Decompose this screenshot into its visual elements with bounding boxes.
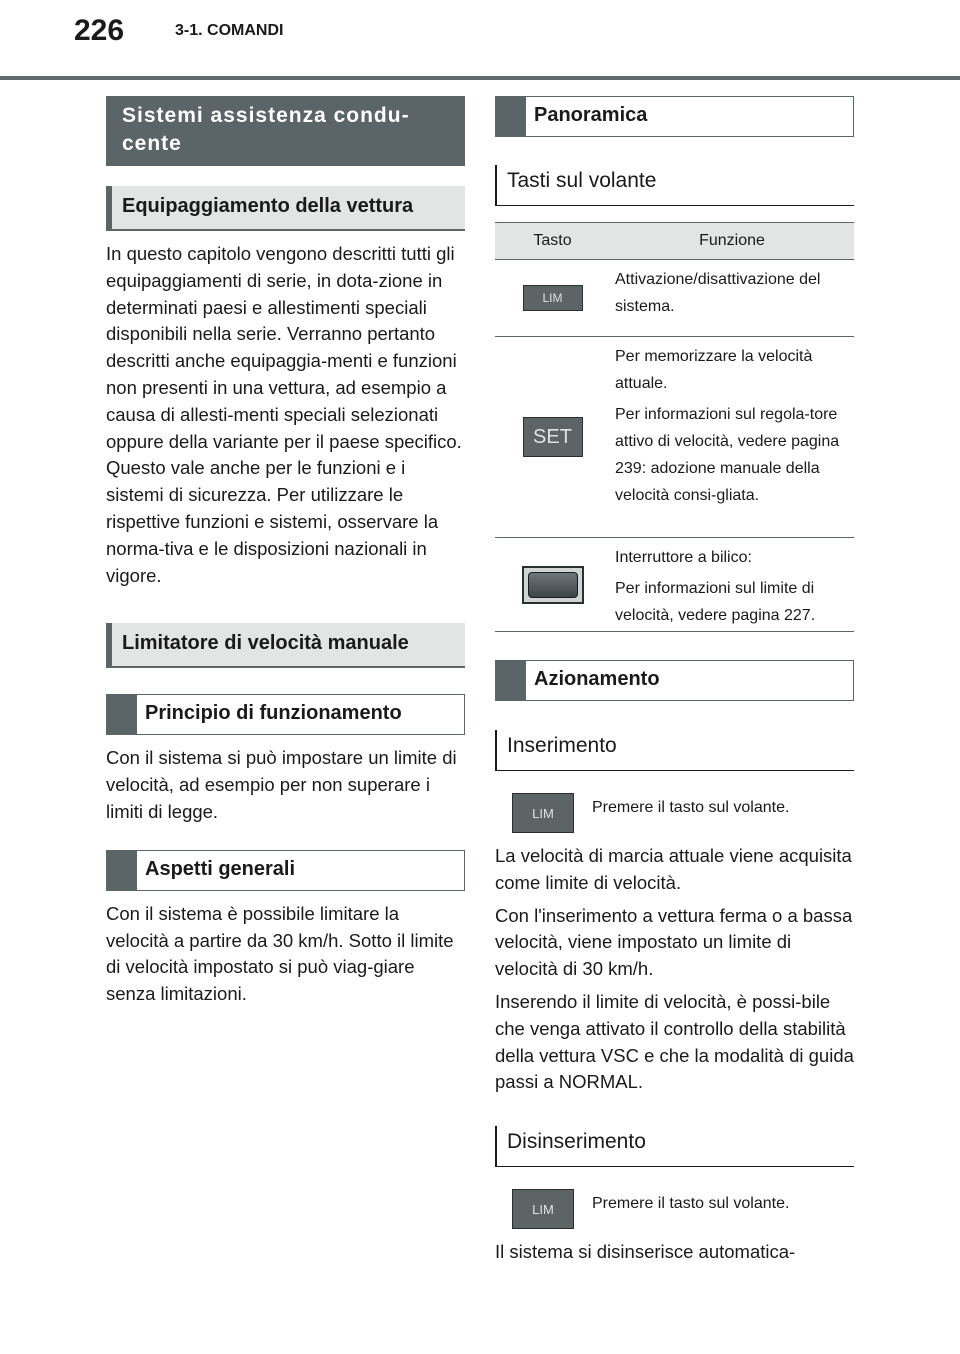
section-title: 3-1. COMANDI — [175, 22, 284, 39]
table-row — [495, 337, 854, 538]
lim-key-icon: LIM — [512, 793, 574, 833]
left-column — [106, 96, 465, 1008]
general-heading — [106, 850, 465, 891]
function-cell — [610, 337, 854, 537]
deactivation-instruction-row — [495, 1189, 854, 1229]
deactivation-heading: Disinserimento — [495, 1126, 854, 1167]
page-header — [0, 0, 960, 80]
keys-table — [495, 222, 854, 632]
limiter-heading: Limitatore di velocità manuale — [106, 623, 465, 668]
set-key-icon: SET — [523, 417, 583, 457]
lim-key-icon: LIM — [512, 1189, 574, 1229]
activation-heading: Inserimento — [495, 730, 854, 771]
operation-heading-label: Azionamento — [534, 668, 660, 690]
overview-heading — [495, 96, 854, 137]
function-text: Per memorizzare la velocità attuale. — [615, 348, 813, 392]
key-cell — [495, 337, 610, 537]
rocker-switch-button — [528, 572, 578, 598]
activation-instruction: Premere il tasto sul volante. — [592, 799, 790, 816]
chapter-banner: Sistemi assistenza condu-cente — [106, 96, 465, 166]
deactivation-instruction: Premere il tasto sul volante. — [592, 1195, 790, 1213]
activation-instruction-row — [495, 793, 854, 833]
principle-text: Con il sistema si può impostare un limite di velocità, ad esempio per non superare i limiti di legge. — [106, 747, 457, 822]
right-column — [495, 96, 854, 1266]
function-cell — [610, 260, 854, 336]
lim-key-icon: LIM — [523, 285, 583, 311]
header-rule — [0, 76, 960, 80]
page-number: 226 — [74, 14, 125, 47]
activation-paragraph: Con l'inserimento a vettura ferma o a bassa velocità, viene impostato un limite di velocità di 30 km/h. — [495, 904, 853, 980]
column-header-key: Tasto — [533, 232, 572, 249]
function-text: Per informazioni sul limite di velocità, vedere pagina 227. — [615, 580, 816, 624]
equipment-heading: Equipaggiamento della vettura — [106, 186, 465, 231]
general-text: Con il sistema è possibile limitare la velocità a partire da 30 km/h. Sotto il limite di velocità impostato si può viag-giare senza limitazioni. — [106, 902, 454, 1005]
operation-heading — [495, 660, 854, 701]
table-row — [495, 260, 854, 337]
principle-heading — [106, 694, 465, 735]
heading-marker — [107, 851, 137, 890]
activation-paragraph: La velocità di marcia attuale viene acquisita come limite di velocità. — [495, 845, 852, 893]
equipment-text: In questo capitolo vengono descritti tutti gli equipaggiamenti di serie, in dota-zione in determinati paesi e allestimenti speciali disponibili nella serie. Verranno pertanto descritti anche equipaggia-menti e funzioni non presenti in una vettura, ad esempio a causa di allesti-menti speciali selezionati oppure della variante per il paese specifico. Questo vale anche per le funzioni e i sistemi di sicurezza. Per utilizzare le rispettive funzioni e sistemi, osservare la norma-tiva e le disposizioni nazionali in vigore. — [106, 243, 462, 586]
function-cell — [610, 538, 854, 631]
general-heading-label: Aspetti generali — [145, 857, 296, 880]
deactivation-paragraph: Il sistema si disinserisce automatica- — [495, 1241, 796, 1263]
rocker-switch-icon — [522, 566, 584, 604]
heading-marker — [496, 97, 526, 136]
column-header-function: Funzione — [699, 232, 765, 249]
activation-paragraph: Inserendo il limite di velocità, è possi-bile che venga attivato il controllo della stabilità della vettura VSC e che la modalità di guida passi a NORMAL. — [495, 990, 854, 1093]
function-text: Attivazione/disattivazione del sistema. — [615, 271, 821, 315]
principle-heading-label: Principio di funzionamento — [145, 702, 402, 725]
function-text: Interruttore a bilico: — [615, 549, 752, 566]
table-header — [495, 222, 854, 260]
wheel-keys-heading: Tasti sul volante — [495, 165, 854, 206]
key-cell — [495, 260, 610, 336]
table-row — [495, 538, 854, 632]
function-text: Per informazioni sul regola-tore attivo di velocità, vedere pagina 239: adozione manuale della velocità consi-gliata. — [615, 406, 840, 504]
heading-marker — [496, 661, 526, 700]
key-cell — [495, 538, 610, 631]
heading-marker — [107, 695, 137, 734]
overview-heading-label: Panoramica — [534, 104, 648, 126]
